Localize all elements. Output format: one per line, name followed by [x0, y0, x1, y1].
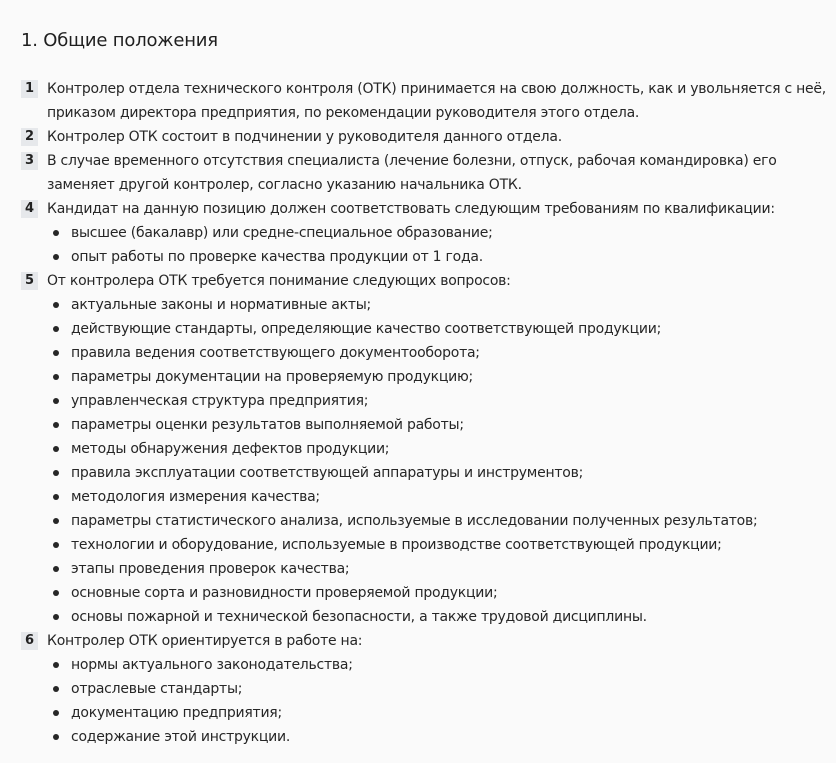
bullet-item: высшее (бакалавр) или средне-специальное образование; — [47, 221, 836, 245]
bullet-item: этапы проведения проверок качества; — [47, 557, 836, 581]
bullet-item: правила эксплуатации соответствующей аппаратуры и инструментов; — [47, 461, 836, 485]
section-title: 1. Общие положения — [21, 30, 218, 51]
bullet-item: опыт работы по проверке качества продукции от 1 года. — [47, 245, 836, 269]
item-number: 5 — [21, 272, 38, 290]
list-item-2 — [21, 125, 836, 149]
bullet-list — [47, 293, 836, 629]
list-item-6 — [21, 629, 836, 749]
item-text: В случае временного отсутствия специалиста (лечение болезни, отпуск, рабочая командировка) его заменяет другой контролер, согласно указанию начальника ОТК. — [47, 153, 777, 193]
bullet-item: методология измерения качества; — [47, 485, 836, 509]
list-item-4 — [21, 197, 836, 269]
list-item-1 — [21, 77, 836, 125]
bullet-item: актуальные законы и нормативные акты; — [47, 293, 836, 317]
bullet-item: нормы актуального законодательства; — [47, 653, 836, 677]
item-text: Контролер ОТК состоит в подчинении у руководителя данного отдела. — [47, 129, 562, 145]
item-number: 4 — [21, 200, 38, 218]
bullet-item: действующие стандарты, определяющие качество соответствующей продукции; — [47, 317, 836, 341]
item-text: От контролера ОТК требуется понимание следующих вопросов: — [47, 273, 511, 289]
list-item-5 — [21, 269, 836, 629]
item-text: Контролер отдела технического контроля (ОТК) принимается на свою должность, как и увольняется с неё, приказом директора предприятия, по рекомендации руководителя этого отдела. — [47, 81, 826, 121]
bullet-item: технологии и оборудование, используемые в производстве соответствующей продукции; — [47, 533, 836, 557]
list-item-3 — [21, 149, 836, 197]
bullet-item: правила ведения соответствующего документооборота; — [47, 341, 836, 365]
item-number: 6 — [21, 632, 38, 650]
item-text: Кандидат на данную позицию должен соответствовать следующим требованиям по квалификации: — [47, 201, 775, 217]
bullet-item: управленческая структура предприятия; — [47, 389, 836, 413]
bullet-item: параметры оценки результатов выполняемой работы; — [47, 413, 836, 437]
item-number: 3 — [21, 152, 38, 170]
bullet-item: документацию предприятия; — [47, 701, 836, 725]
item-text: Контролер ОТК ориентируется в работе на: — [47, 633, 363, 649]
item-number: 2 — [21, 128, 38, 146]
bullet-list — [47, 653, 836, 749]
bullet-item: основные сорта и разновидности проверяемой продукции; — [47, 581, 836, 605]
bullet-item: методы обнаружения дефектов продукции; — [47, 437, 836, 461]
item-number: 1 — [21, 80, 38, 98]
numbered-list — [21, 77, 836, 749]
bullet-item: отраслевые стандарты; — [47, 677, 836, 701]
bullet-list — [47, 221, 836, 269]
bullet-item: основы пожарной и технической безопасности, а также трудовой дисциплины. — [47, 605, 836, 629]
bullet-item: параметры статистического анализа, используемые в исследовании полученных результатов; — [47, 509, 836, 533]
bullet-item: содержание этой инструкции. — [47, 725, 836, 749]
bullet-item: параметры документации на проверяемую продукцию; — [47, 365, 836, 389]
